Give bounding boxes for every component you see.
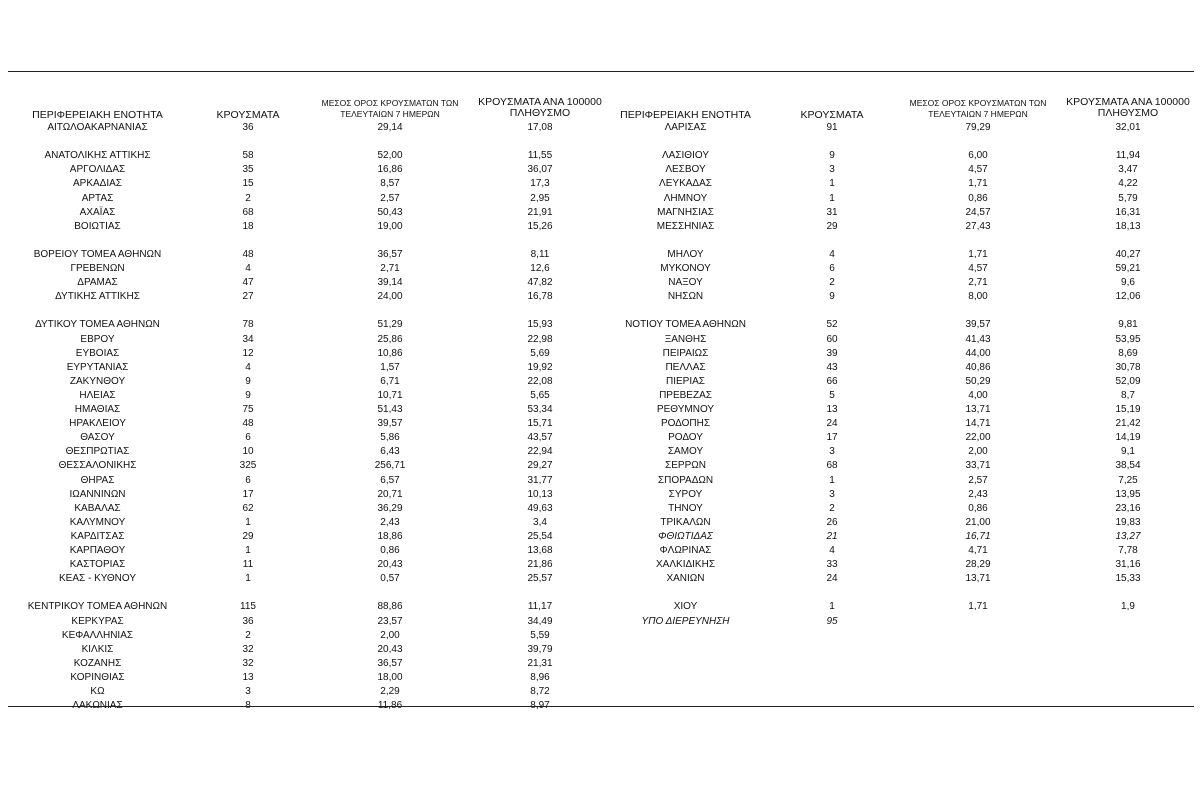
cell-avg: 10,86 [377,347,403,359]
cell-name: ΘΑΣΟΥ [80,432,115,444]
cell-cases: 4 [245,361,251,373]
cell-per100k: 16,31 [1115,206,1141,218]
header-region-right: ΠΕΡΙΦΕΡΕΙΑΚΗ ΕΝΟΤΗΤΑ [620,109,751,121]
cell-per100k: 8,97 [530,700,550,712]
cell-avg: 20,43 [377,643,403,655]
cell-avg: 1,71 [968,178,988,190]
cell-name: ΔΥΤΙΚΟΥ ΤΟΜΕΑ ΑΘΗΝΩΝ [35,319,160,331]
cell-cases: 12 [242,347,254,359]
cell-avg: 2,00 [380,629,400,641]
cell-cases: 31 [826,206,838,218]
cell-name: ΠΙΕΡΙΑΣ [666,375,705,387]
cell-avg: 50,43 [377,206,403,218]
cell-per100k: 8,96 [530,671,550,683]
cell-name: ΗΛΕΙΑΣ [79,389,116,401]
cell-cases: 9 [245,375,251,387]
cell-per100k: 1,9 [1121,601,1135,613]
cell-name: ΒΟΡΕΙΟΥ ΤΟΜΕΑ ΑΘΗΝΩΝ [33,248,162,260]
cell-cases: 66 [826,375,838,387]
cell-name: ΝΟΤΙΟΥ ΤΟΜΕΑ ΑΘΗΝΩΝ [625,319,746,331]
cell-cases: 15 [242,178,254,190]
cell-avg: 5,86 [380,432,400,444]
cell-name: ΜΗΛΟΥ [667,248,704,260]
cell-name: ΕΥΒΟΙΑΣ [75,347,120,359]
cell-name: ΡΟΔΟΥ [668,432,703,444]
cell-per100k: 22,94 [527,446,553,458]
cell-name: ΛΗΜΝΟΥ [663,192,708,204]
cell-cases: 3 [829,488,835,500]
cell-name: ΧΑΛΚΙΔΙΚΗΣ [656,559,715,571]
cell-avg: 1,71 [968,601,988,613]
cell-avg: 6,00 [968,150,988,162]
cell-name: ΙΩΑΝΝΙΝΩΝ [69,488,126,500]
cell-avg: 18,00 [377,671,403,683]
cell-name: ΚΑΡΔΙΤΣΑΣ [70,530,125,542]
cell-per100k: 21,31 [527,657,553,669]
cell-cases: 17 [826,432,838,444]
cell-cases: 24 [826,418,838,430]
cell-name: ΜΑΓΝΗΣΙΑΣ [657,206,714,218]
header-per100k-right [1048,97,1200,119]
cell-name: ΑΙΤΩΛΟΑΚΑΡΝΑΝΙΑΣ [47,122,148,133]
cell-per100k: 14,19 [1115,432,1141,444]
cell-cases: 35 [242,164,254,176]
cell-avg: 256,71 [374,460,406,472]
cell-avg: 36,29 [377,502,403,514]
cell-cases: 1 [245,516,251,528]
cell-avg: 4,57 [968,263,988,274]
cell-cases: 2 [829,277,835,289]
cell-per100k: 53,95 [1115,333,1141,345]
cell-name: ΚΑΡΠΑΘΟΥ [69,545,126,556]
cell-per100k: 15,93 [527,319,553,331]
cell-cases: 32 [242,657,254,669]
cell-name: ΧΑΝΙΩΝ [666,573,705,585]
cell-avg: 10,71 [377,389,403,401]
cell-cases: 6 [245,474,251,486]
cell-cases: 9 [245,389,251,401]
cell-per100k: 47,82 [527,277,553,289]
cell-per100k: 3,47 [1118,164,1138,176]
cell-cases: 58 [242,150,254,162]
cell-per100k: 13,95 [1115,488,1141,500]
cell-per100k: 38,54 [1115,460,1141,472]
cell-cases: 9 [829,291,835,303]
cell-name: ΘΕΣΠΡΩΤΙΑΣ [65,446,130,458]
cell-name: ΗΜΑΘΙΑΣ [74,404,121,415]
cell-per100k: 5,59 [530,629,550,641]
cell-name: ΛΑΡΙΣΑΣ [664,122,707,133]
cell-per100k: 43,57 [527,432,553,444]
cell-cases: 5 [829,389,835,401]
cell-avg: 2,43 [968,488,988,500]
cell-per100k: 11,17 [527,601,553,613]
cell-cases: 48 [242,418,254,430]
cell-cases: 48 [242,248,254,260]
header-avg-left [310,98,470,120]
cell-avg: 39,57 [377,418,403,430]
cell-per100k: 19,92 [527,361,553,373]
cell-name: ΝΑΞΟΥ [668,277,703,289]
cell-cases: 26 [826,516,838,528]
cell-cases: 27 [242,291,254,303]
cell-avg: 20,43 [377,559,403,571]
cell-name: ΦΛΩΡΙΝΑΣ [659,545,712,556]
cell-avg: 16,86 [377,164,403,176]
cell-per100k: 8,69 [1118,347,1138,359]
cell-cases: 325 [239,460,257,472]
cell-per100k: 16,78 [527,291,553,303]
cell-avg: 21,00 [965,516,991,528]
cell-per100k: 15,19 [1115,404,1141,415]
cell-cases: 47 [242,277,254,289]
cell-per100k: 11,55 [527,150,553,162]
cell-per100k: 36,07 [527,164,553,176]
cell-avg: 13,71 [965,404,991,415]
cell-cases: 13 [826,404,838,415]
cell-name: ΑΡΚΑΔΙΑΣ [73,178,122,190]
cell-name: ΚΑΒΑΛΑΣ [74,502,121,514]
cell-cases: 68 [242,206,254,218]
cell-cases: 8 [245,700,251,712]
cell-name: ΡΕΘΥΜΝΟΥ [656,404,715,415]
cell-per100k: 12,6 [530,263,550,274]
cell-per100k: 29,27 [527,460,553,472]
cell-cases: 2 [245,629,251,641]
cell-avg: 1,71 [968,248,988,260]
cell-per100k: 9,1 [1121,446,1135,458]
bottom-rule [8,706,1194,707]
cell-per100k: 5,69 [530,347,550,359]
cell-name: ΚΑΛΥΜΝΟΥ [69,516,126,528]
cell-cases: 2 [245,192,251,204]
cell-avg: 2,71 [968,277,988,289]
cell-per100k: 9,81 [1118,319,1138,331]
cell-avg: 44,00 [965,347,991,359]
cell-per100k: 17,08 [527,122,553,133]
cell-per100k: 31,77 [527,474,553,486]
cell-name: ΚΕΦΑΛΛΗΝΙΑΣ [61,629,134,641]
cell-cases: 115 [240,601,256,613]
cell-per100k: 30,78 [1115,361,1141,373]
cell-name: ΓΡΕΒΕΝΩΝ [70,263,125,274]
header-cases-right: ΚΡΟΥΣΜΑΤΑ [800,109,864,121]
cell-avg: 4,71 [968,545,988,556]
cell-cases: 3 [829,164,835,176]
header-avg-left-line2: ΤΕΛΕΥΤΑΙΩΝ 7 ΗΜΕΡΩΝ [340,109,440,119]
cell-per100k: 8,11 [530,248,550,260]
cell-avg: 20,71 [377,488,403,500]
cell-avg: 51,29 [377,319,403,331]
cell-per100k: 13,27 [1115,530,1141,542]
cell-cases: 21 [826,530,838,542]
cell-name: ΛΑΚΩΝΙΑΣ [72,700,123,712]
cell-per100k: 2,95 [530,192,550,204]
cell-avg: 8,57 [380,178,400,190]
cell-per100k: 17,3 [530,178,550,190]
cell-avg: 4,00 [968,389,988,401]
cell-avg: 50,29 [965,375,991,387]
cell-avg: 6,43 [380,446,400,458]
cell-avg: 29,14 [377,122,403,133]
cell-per100k: 12,06 [1115,291,1141,303]
cell-name: ΠΕΙΡΑΙΩΣ [662,347,709,359]
cell-cases: 68 [826,460,838,472]
cell-avg: 0,86 [968,192,988,204]
cell-avg: 6,71 [380,375,400,387]
cell-per100k: 49,63 [527,502,553,514]
cell-name: ΘΕΣΣΑΛΟΝΙΚΗΣ [58,460,137,472]
cell-cases: 10 [242,446,254,458]
cell-name: ΚΕΑΣ - ΚΥΘΝΟΥ [59,573,136,585]
cell-cases: 1 [829,178,835,190]
cell-avg: 24,00 [377,291,403,303]
cell-per100k: 19,83 [1115,516,1141,528]
cell-name: ΑΝΑΤΟΛΙΚΗΣ ΑΤΤΙΚΗΣ [44,150,151,162]
cell-cases: 1 [829,192,835,204]
cell-name: ΦΘΙΩΤΙΔΑΣ [658,530,713,542]
cell-per100k: 13,68 [527,545,553,556]
cell-per100k: 25,54 [527,530,553,542]
cell-cases: 18 [242,220,254,232]
cell-avg: 18,86 [377,530,403,542]
cell-per100k: 32,01 [1115,122,1141,133]
cell-avg: 23,57 [377,615,403,627]
cell-name: ΡΟΔΟΠΗΣ [660,418,711,430]
cell-per100k: 5,79 [1118,192,1138,204]
cell-name: ΣΠΟΡΑΔΩΝ [657,474,714,486]
cell-avg: 0,57 [380,573,400,585]
cell-name: ΚΙΛΚΙΣ [81,643,114,655]
cell-name: ΒΟΙΩΤΙΑΣ [74,220,121,232]
cell-per100k: 21,86 [527,559,553,571]
cell-cases: 34 [242,333,254,345]
cell-name: ΘΗΡΑΣ [80,474,115,486]
cell-avg: 25,86 [377,333,403,345]
cell-avg: 16,71 [965,530,991,542]
header-avg-right-line2: ΤΕΛΕΥΤΑΙΩΝ 7 ΗΜΕΡΩΝ [928,109,1028,119]
cell-avg: 2,57 [968,474,988,486]
cell-cases: 62 [242,502,254,514]
cell-per100k: 15,71 [527,418,553,430]
cell-per100k: 34,49 [527,615,553,627]
cell-avg: 2,00 [968,446,988,458]
cell-avg: 33,71 [965,460,991,472]
cell-name: ΕΥΡΥΤΑΝΙΑΣ [66,361,129,373]
cell-name: ΠΕΛΛΑΣ [665,361,706,373]
cell-name: ΑΧΑΪΑΣ [79,206,116,218]
header-per100k-left-line2: ΠΛΗΘΥΣΜΟ [509,107,571,119]
cell-name: ΤΗΝΟΥ [668,502,703,514]
cell-cases: 9 [829,150,835,162]
header-cases-left: ΚΡΟΥΣΜΑΤΑ [216,109,280,121]
cell-per100k: 7,25 [1118,474,1138,486]
cell-per100k: 21,91 [527,206,553,218]
cell-avg: 11,86 [377,700,403,712]
cell-per100k: 4,22 [1118,178,1138,190]
cell-avg: 24,57 [965,206,991,218]
cell-avg: 13,71 [965,573,991,585]
cell-per100k: 3,4 [533,516,547,528]
cell-per100k: 31,16 [1115,559,1141,571]
cell-cases: 1 [829,474,835,486]
cell-cases: 95 [826,615,838,627]
cell-name: ΝΗΣΩΝ [667,291,704,303]
cell-avg: 14,71 [965,418,991,430]
cell-per100k: 59,21 [1115,263,1141,274]
header-per100k-left-line1: ΚΡΟΥΣΜΑΤΑ ΑΝΑ 100000 [478,96,602,108]
cell-per100k: 8,7 [1121,389,1135,401]
cell-cases: 6 [829,263,835,274]
cell-per100k: 40,27 [1115,248,1141,260]
header-per100k-left [460,97,620,119]
cell-cases: 24 [826,573,838,585]
cell-avg: 0,86 [380,545,400,556]
cell-avg: 8,00 [968,291,988,303]
cell-per100k: 22,98 [527,333,553,345]
cell-cases: 32 [242,643,254,655]
cell-avg: 51,43 [377,404,403,415]
cell-avg: 36,57 [377,248,403,260]
cell-name: ΚΟΡΙΝΘΙΑΣ [70,671,125,683]
cell-name: ΣΑΜΟΥ [667,446,704,458]
cell-name: ΖΑΚΥΝΘΟΥ [69,375,126,387]
cell-per100k: 9,6 [1121,277,1135,289]
cell-avg: 41,43 [965,333,991,345]
cell-per100k: 25,57 [527,573,553,585]
cell-name: ΑΡΤΑΣ [81,192,114,204]
cell-cases: 4 [829,545,835,556]
cell-avg: 39,57 [965,319,991,331]
cell-name: ΕΒΡΟΥ [80,333,115,345]
cell-avg: 36,57 [377,657,403,669]
cell-cases: 29 [242,530,254,542]
cell-name: ΠΡΕΒΕΖΑΣ [659,389,712,401]
cell-per100k: 23,16 [1115,502,1141,514]
cell-cases: 3 [829,446,835,458]
cell-avg: 19,00 [377,220,403,232]
cell-name: ΧΙΟΥ [673,601,698,613]
cell-cases: 6 [245,432,251,444]
cell-name: ΚΑΣΤΟΡΙΑΣ [69,559,126,571]
cell-per100k: 22,08 [527,375,553,387]
header-per100k-right-line1: ΚΡΟΥΣΜΑΤΑ ΑΝΑ 100000 [1066,96,1190,108]
cell-avg: 2,57 [380,192,400,204]
cell-cases: 17 [242,488,254,500]
cell-cases: 33 [826,559,838,571]
cell-per100k: 18,13 [1115,220,1141,232]
cell-avg: 27,43 [965,220,991,232]
cell-name: ΤΡΙΚΑΛΩΝ [660,516,711,528]
cell-name: ΗΡΑΚΛΕΙΟΥ [69,418,126,430]
cell-per100k: 10,13 [527,488,553,500]
cell-cases: 13 [242,671,254,683]
cell-per100k: 53,34 [527,404,553,415]
cell-avg: 39,14 [377,277,403,289]
cell-per100k: 15,33 [1115,573,1141,585]
cell-name: ΛΕΣΒΟΥ [665,164,706,176]
header-per100k-right-line2: ΠΛΗΘΥΣΜΟ [1097,107,1159,119]
cell-name: ΚΟΖΑΝΗΣ [73,657,122,669]
cell-name: ΜΕΣΣΗΝΙΑΣ [656,220,715,232]
cell-name: ΑΡΓΟΛΙΔΑΣ [69,164,126,176]
cell-cases: 60 [826,333,838,345]
cell-avg: 22,00 [965,432,991,444]
cell-avg: 28,29 [965,559,991,571]
cell-per100k: 52,09 [1115,375,1141,387]
cell-avg: 2,29 [380,686,400,697]
cell-per100k: 11,94 [1115,150,1141,162]
cell-per100k: 7,78 [1118,545,1138,556]
cell-name: ΣΕΡΡΩΝ [665,460,706,472]
cell-cases: 11 [242,559,254,571]
cell-name: ΔΥΤΙΚΗΣ ΑΤΤΙΚΗΣ [55,291,140,303]
cell-cases: 1 [245,573,251,585]
cell-cases: 4 [829,248,835,260]
cell-avg: 79,29 [965,122,991,133]
cell-per100k: 15,26 [527,220,553,232]
cell-name: ΜΥΚΟΝΟΥ [660,263,711,274]
cell-name: ΞΑΝΘΗΣ [664,333,707,345]
cell-cases: 1 [829,601,835,613]
cell-cases: 36 [242,122,254,133]
cell-cases: 3 [245,686,251,697]
header-avg-left-line1: ΜΕΣΟΣ ΟΡΟΣ ΚΡΟΥΣΜΑΤΩΝ ΤΩΝ [321,98,459,108]
cell-cases: 36 [242,615,254,627]
cell-cases: 43 [826,361,838,373]
cell-avg: 88,86 [377,601,403,613]
cell-cases: 91 [826,122,838,133]
cell-avg: 52,00 [377,150,403,162]
cell-name: ΚΩ [90,686,105,697]
cell-avg: 2,43 [380,516,400,528]
cell-avg: 4,57 [968,164,988,176]
header-region-left: ΠΕΡΙΦΕΡΕΙΑΚΗ ΕΝΟΤΗΤΑ [32,109,163,121]
cell-name: ΛΑΣΙΘΙΟΥ [662,150,709,162]
cell-avg: 2,71 [380,263,400,274]
cell-per100k: 21,42 [1115,418,1141,430]
cell-avg: 1,57 [380,361,400,373]
cell-cases: 2 [829,502,835,514]
cell-per100k: 5,65 [530,389,550,401]
cell-cases: 39 [826,347,838,359]
cell-cases: 75 [242,404,254,415]
cell-name: ΛΕΥΚΑΔΑΣ [659,178,712,190]
cell-avg: 6,57 [380,474,400,486]
header-avg-right-line1: ΜΕΣΟΣ ΟΡΟΣ ΚΡΟΥΣΜΑΤΩΝ ΤΩΝ [909,98,1047,108]
cell-cases: 1 [245,545,251,556]
cell-avg: 0,86 [968,502,988,514]
top-rule [8,71,1194,72]
cell-name: ΚΕΡΚΥΡΑΣ [71,615,124,627]
cell-cases: 52 [826,319,838,331]
cell-name: ΥΠΟ ΔΙΕΡΕΥΝΗΣΗ [641,615,730,627]
cell-cases: 29 [826,220,838,232]
cell-per100k: 39,79 [527,643,553,655]
header-avg-right [898,98,1058,120]
cell-per100k: 8,72 [530,686,550,697]
cell-cases: 78 [242,319,254,331]
cell-avg: 40,86 [965,361,991,373]
cell-name: ΔΡΑΜΑΣ [77,277,118,289]
cell-name: ΚΕΝΤΡΙΚΟΥ ΤΟΜΕΑ ΑΘΗΝΩΝ [27,601,168,613]
cell-name: ΣΥΡΟΥ [668,488,703,500]
cell-cases: 4 [245,263,251,274]
